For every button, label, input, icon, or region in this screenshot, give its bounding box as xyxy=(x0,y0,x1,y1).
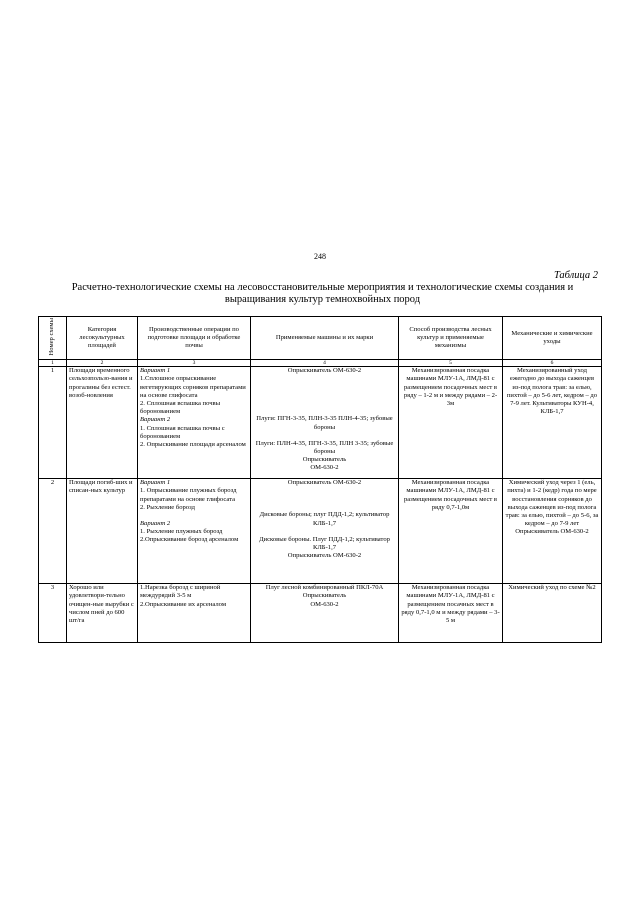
variant-label: Вариант 1 xyxy=(140,367,171,375)
header-machines: Применяемые машины и их марки xyxy=(251,317,399,360)
machine-item: ОМ-630-2 xyxy=(310,464,339,472)
column-number: 6 xyxy=(503,359,602,366)
machine-item: Опрыскиватель xyxy=(302,456,347,464)
header-operations: Производственные операции по подготовке площади и обработке почвы xyxy=(138,317,251,360)
operation-item: 1. Рыхление плужных борозд xyxy=(140,528,223,536)
variant-label: Вариант 2 xyxy=(140,520,171,527)
scheme-number: 2 xyxy=(39,478,67,583)
care-cell: Химический уход по схеме №2 xyxy=(503,583,602,642)
operation-item: 2.Опрыскивание их арсеналом xyxy=(140,600,226,608)
operation-item: 1. Опрыскивание плужных борозд препаратами на основе глифосата xyxy=(140,487,237,503)
machine-item: Опрыскиватель ОМ-630-2 xyxy=(287,552,362,560)
area-category: Хорошо или удовлетвори-тельно очищен-ные вырубки с числом пней до 600 шт/га xyxy=(67,583,138,642)
operation-item: 2. Опрыскивание площади арсеналом xyxy=(140,441,246,449)
schemes-table xyxy=(38,316,602,643)
column-number: 3 xyxy=(138,359,251,366)
operation-item: 1.Сплошное опрыскивание вегетирующих сорняков препаратами на основе глифосата xyxy=(140,375,246,399)
header-method: Способ производства лесных культур и применяемые механизмы xyxy=(399,317,503,360)
machine-item: Дисковые бороны; плуг ПДД-1,2; культиватор КЛБ-1,7 xyxy=(259,511,390,527)
table-row xyxy=(39,478,602,583)
machine-item: Опрыскиватель xyxy=(302,592,347,600)
operations-cell xyxy=(138,583,251,642)
header-care: Механические и химические уходы xyxy=(503,317,602,360)
operation-item: 2. Сплошная вспашка почвы боронованием xyxy=(140,400,221,416)
header-scheme-number: Номер схемы xyxy=(39,317,67,360)
planting-method: Механизированная посадка машинами МЛУ-1А, ЛМД-81 с размещением посадочных мест в ряду – 1-2 м и между рядами – 2-3м xyxy=(399,366,503,478)
scheme-number: 1 xyxy=(39,366,67,478)
machine-item: Опрыскиватель ОМ-630-2 xyxy=(287,367,362,375)
column-number: 5 xyxy=(399,359,503,366)
column-numbers-row xyxy=(39,359,602,366)
machine-item: Плуги: ПЛН-4-35, ПГН-3-35, ПЛН 3-35; зубовые бороны xyxy=(255,439,394,455)
variant-label: Вариант 2 xyxy=(140,416,171,424)
area-category: Площади временного сельхозпользо-вания и прогалины без естест. возоб-новления xyxy=(67,366,138,478)
operation-item: 1. Сплошная вспашка почвы с боронованием xyxy=(140,424,225,440)
area-category: Площади погиб-ших и списан-ных культур xyxy=(67,478,138,583)
machines-cell xyxy=(251,478,399,583)
scheme-number: 3 xyxy=(39,583,67,642)
machine-item: Плуги: ПГН-3-35, ПЛН-3-35 ПЛН-4-35; зубовые бороны xyxy=(256,415,393,431)
care-cell: Химический уход через 1 (ель, пихта) и 1-2 (кедр) года по мере восстановления сорняков до выхода саженцев из-под полога трав: за елью, пихтой – до 5-6, за кедром – до 7-9 лет Опрыскиватель ОМ-630-2 xyxy=(503,478,602,583)
operation-item: 1.Нарезка борозд с шириной междурядий 3-5 м xyxy=(140,584,221,600)
page-number: 248 xyxy=(314,252,326,261)
header-row xyxy=(39,317,602,360)
machines-cell xyxy=(251,583,399,642)
column-number: 1 xyxy=(39,359,67,366)
operation-item: 2. Рыхление борозд xyxy=(140,503,195,511)
column-number: 2 xyxy=(67,359,138,366)
header-category: Категория лесокультурных площадей xyxy=(67,317,138,360)
operation-item: 2.Опрыскивание борозд арсеналом xyxy=(140,536,239,544)
table-caption: Таблица 2 xyxy=(553,270,598,281)
table-title: Расчетно-технологические схемы на лесовосстановительные мероприятия и технологические схемы создания и выращивания культур темнохвойных пород xyxy=(71,282,574,305)
care-cell: Механизированный уход ежегодно до выхода саженцев из-под полога трав: за елью, пихтой – до 5-6 лет, кедром – до 7-9 лет. Культиваторы КУН-4, КЛБ-1,7 xyxy=(503,366,602,478)
operations-cell xyxy=(138,366,251,478)
variant-label: Вариант 1 xyxy=(140,479,171,487)
machine-item: Опрыскиватель ОМ-630-2 xyxy=(287,479,362,487)
table-row xyxy=(39,366,602,478)
operations-cell xyxy=(138,478,251,583)
machine-item: Плуг лесной комбинированный ПКЛ-70А xyxy=(265,584,384,592)
machine-item: ОМ-630-2 xyxy=(310,600,339,608)
planting-method: Механизированная посадка машинами МЛУ-1А, ЛМД-81 с размещением посадочных мест в ряду 0,7-1,0м xyxy=(399,478,503,583)
planting-method: Механизированная посадка машинами МЛУ-1А, ЛМД-81 с размещением посачных мест в ряду 0,7-1,0 м и между рядами – 3-5 м xyxy=(399,583,503,642)
machine-item: Дисковые бороны. Плуг ПДД-1,2; культиватор КЛБ-1,7 xyxy=(259,535,390,551)
table-row xyxy=(39,583,602,642)
column-number: 4 xyxy=(251,359,399,366)
machines-cell xyxy=(251,366,399,478)
